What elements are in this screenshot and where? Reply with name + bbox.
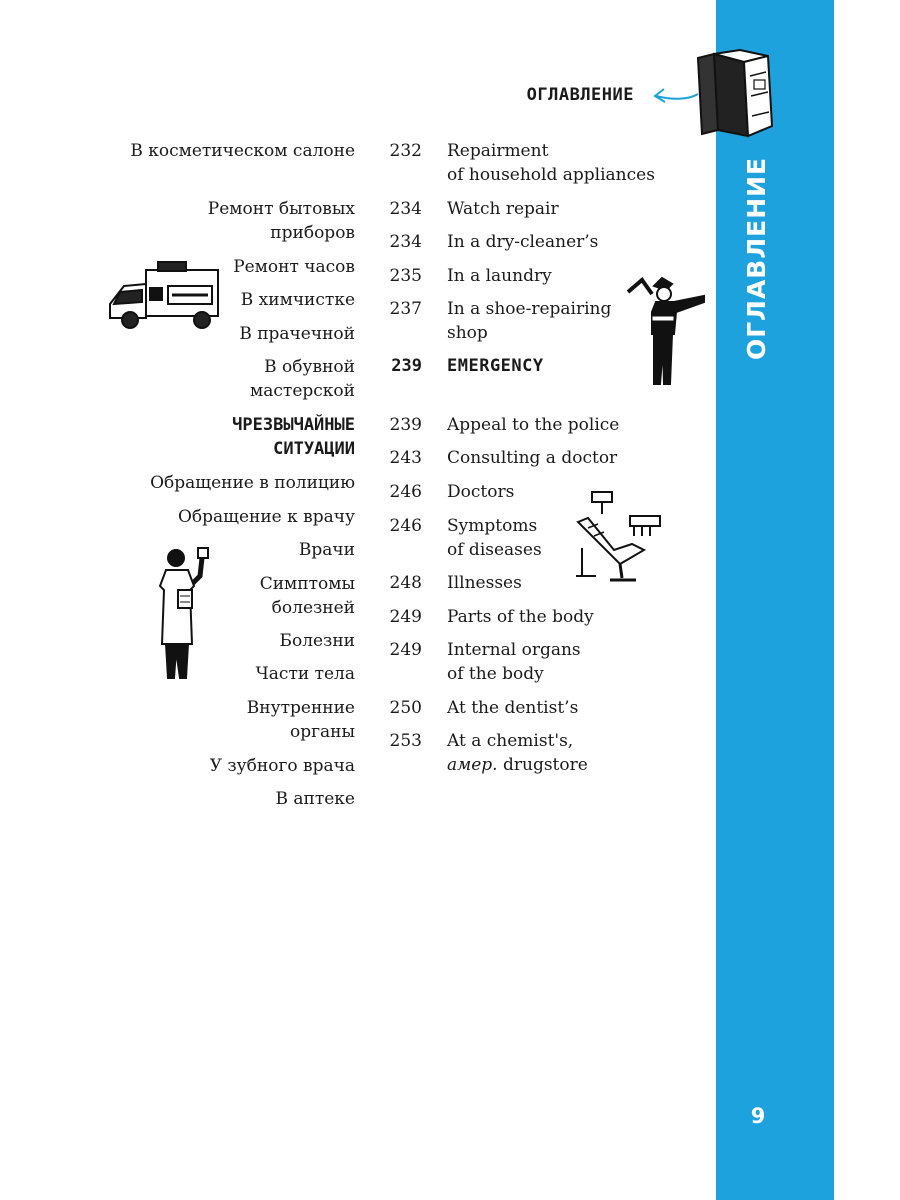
toc-ru-organs-line2: органы bbox=[289, 722, 355, 742]
dental-chair-icon bbox=[574, 488, 680, 584]
toc-page-number: 234 bbox=[389, 232, 422, 252]
toc-ru-symptoms-line1: Симптомы bbox=[259, 574, 355, 594]
toc-page-number: 249 bbox=[389, 640, 422, 660]
toc-page-number: 239 bbox=[391, 356, 422, 376]
sidebar-title: ОГЛАВЛЕНИЕ bbox=[742, 156, 771, 360]
toc-ru-watch: Ремонт часов bbox=[233, 257, 355, 277]
toc-page-number: 246 bbox=[389, 516, 422, 536]
toc-ru-emergency-line2: СИТУАЦИИ bbox=[273, 439, 355, 459]
policeman-icon bbox=[622, 272, 708, 392]
toc-page-number: 239 bbox=[389, 415, 422, 435]
toc-ru-cosmetic: В косметическом салоне bbox=[130, 141, 355, 161]
toc-ru-shoe-line2: мастерской bbox=[250, 381, 355, 401]
toc-en-symptoms-line1: Symptoms bbox=[447, 516, 538, 536]
toc-ru-illnesses: Болезни bbox=[279, 631, 355, 651]
toc-ru-symptoms-line2: болезней bbox=[271, 598, 355, 618]
toc-en-police: Appeal to the police bbox=[447, 415, 620, 435]
toc-page-number: 249 bbox=[389, 607, 422, 627]
ambulance-icon bbox=[106, 260, 224, 332]
toc-ru-dentist: У зубного врача bbox=[209, 756, 355, 776]
toc-en-chemist-line2 bbox=[447, 753, 588, 777]
toc-page-number: 246 bbox=[389, 482, 422, 502]
toc-en-chemist-line1: At a chemist's, bbox=[447, 731, 574, 751]
toc-ru-laundry: В прачечной bbox=[239, 324, 355, 344]
toc-ru-appliances-line2: приборов bbox=[270, 223, 355, 243]
toc-ru-organs-line1: Внутренние bbox=[246, 698, 355, 718]
toc-en-shoe-line2: shop bbox=[447, 323, 488, 343]
toc-en-symptoms-line2: of diseases bbox=[447, 540, 542, 560]
toc-en-organs-line2: of the body bbox=[447, 664, 544, 684]
toc-en-emergency: EMERGENCY bbox=[447, 356, 544, 376]
toc-page-number: 243 bbox=[389, 448, 422, 468]
toc-page-number: 248 bbox=[389, 573, 422, 593]
toc-page-number: 235 bbox=[389, 266, 422, 286]
toc-ru-appliances-line1: Ремонт бытовых bbox=[207, 199, 355, 219]
toc-ru-emergency-line1: ЧРЕЗВЫЧАЙНЫЕ bbox=[232, 415, 355, 435]
toc-page-number: 250 bbox=[389, 698, 422, 718]
drugstore-label: drugstore bbox=[502, 755, 588, 775]
toc-en-doctor: Consulting a doctor bbox=[447, 448, 618, 468]
books-icon bbox=[694, 46, 776, 138]
toc-ru-doctor: Обращение к врачу bbox=[177, 507, 355, 527]
toc-en-body: Parts of the body bbox=[447, 607, 594, 627]
doctor-icon bbox=[154, 546, 214, 686]
toc-ru-shoe-line1: В обувной bbox=[264, 357, 355, 377]
toc-en-laundry: In a laundry bbox=[447, 266, 552, 286]
toc-en-doctors: Doctors bbox=[447, 482, 515, 502]
toc-en-dentist: At the dentist’s bbox=[447, 698, 579, 718]
toc-en-appliances-line1: Repairment bbox=[447, 141, 549, 161]
page-number: 9 bbox=[750, 1104, 766, 1128]
toc-en-watch: Watch repair bbox=[447, 199, 559, 219]
toc-en-appliances-line2: of household appliances bbox=[447, 165, 655, 185]
toc-page-number: 253 bbox=[389, 731, 422, 751]
toc-ru-police: Обращение в полицию bbox=[150, 473, 355, 493]
arrow-icon bbox=[650, 80, 700, 110]
abbr-label: амер. bbox=[447, 755, 498, 775]
toc-en-illnesses: Illnesses bbox=[447, 573, 522, 593]
toc-en-shoe-line1: In a shoe-repairing bbox=[447, 299, 612, 319]
toc-en-organs-line1: Internal organs bbox=[447, 640, 581, 660]
toc-en-drycleaner: In a dry-cleaner’s bbox=[447, 232, 599, 252]
toc-ru-chemist: В аптеке bbox=[275, 789, 355, 809]
toc-page-number: 232 bbox=[389, 141, 422, 161]
toc-page-number: 234 bbox=[389, 199, 422, 219]
toc-ru-doctors: Врачи bbox=[298, 540, 355, 560]
toc-page-number: 237 bbox=[389, 299, 422, 319]
toc-heading: ОГЛАВЛЕНИЕ bbox=[526, 85, 634, 105]
toc-ru-drycleaner: В химчистке bbox=[240, 290, 355, 310]
toc-ru-body: Части тела bbox=[255, 664, 355, 684]
